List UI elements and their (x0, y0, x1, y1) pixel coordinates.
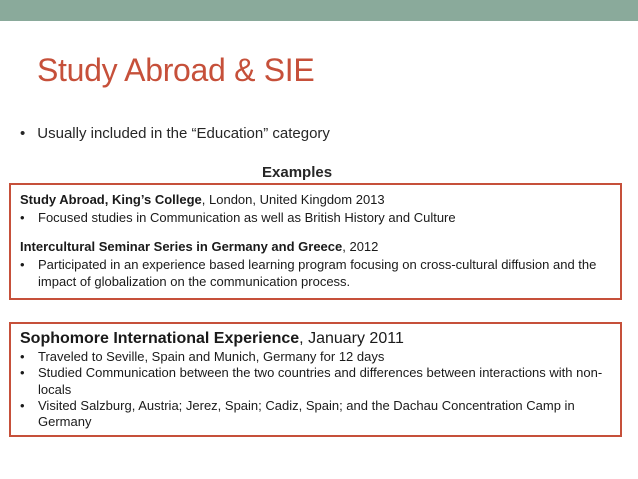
examples-label: Examples (262, 164, 333, 181)
bullet-mark: • (20, 349, 25, 364)
bullet-mark: • (20, 365, 25, 381)
bullet-mark: • (20, 125, 26, 142)
entry-bullet (20, 398, 620, 431)
entry-bullet-text: Traveled to Seville, Spain and Munich, Germany for 12 days (38, 349, 385, 364)
entry-bullet (20, 349, 620, 365)
entry-title: Intercultural Seminar Series in Germany and Greece (20, 239, 343, 254)
slide-title: Study Abroad & SIE (37, 52, 315, 88)
entry-details: , 2012 (342, 239, 379, 254)
bullet-mark: • (20, 256, 25, 272)
entry-title: Study Abroad, King’s College (20, 192, 202, 207)
entry-title: Sophomore International Experience (20, 330, 300, 347)
entry-heading (20, 238, 620, 256)
spacer (20, 226, 620, 238)
entry-bullet-text: Participated in an experience based learning program focusing on cross-cultural diffusion and the impact of globalization on the communication process. (38, 256, 597, 289)
entry-bullet-text: Focused studies in Communication as well as British History and Culture (38, 209, 456, 225)
entry-bullet-text: Studied Communication between the two countries and differences between interactions with non-locals (38, 365, 603, 397)
lead-bullet (20, 125, 330, 142)
entry-details: , London, United Kingdom 2013 (201, 192, 385, 207)
entry-details: , January 2011 (299, 330, 404, 347)
example-box-2 (9, 322, 622, 437)
entry-bullet (20, 365, 620, 398)
bullet-mark: • (20, 397, 25, 413)
entry-bullet (20, 256, 620, 291)
top-band (0, 0, 638, 21)
example-box-1 (9, 183, 622, 300)
entry-bullet-text: Visited Salzburg, Austria; Jerez, Spain; Cadiz, Spain; and the Dachau Concentration Camp in Germany (38, 397, 575, 430)
entry-bullet (20, 209, 620, 227)
lead-bullet-text: Usually included in the “Education” category (37, 125, 330, 142)
entry-heading (20, 328, 620, 349)
bullet-mark: • (20, 209, 25, 225)
entry-heading (20, 191, 620, 209)
